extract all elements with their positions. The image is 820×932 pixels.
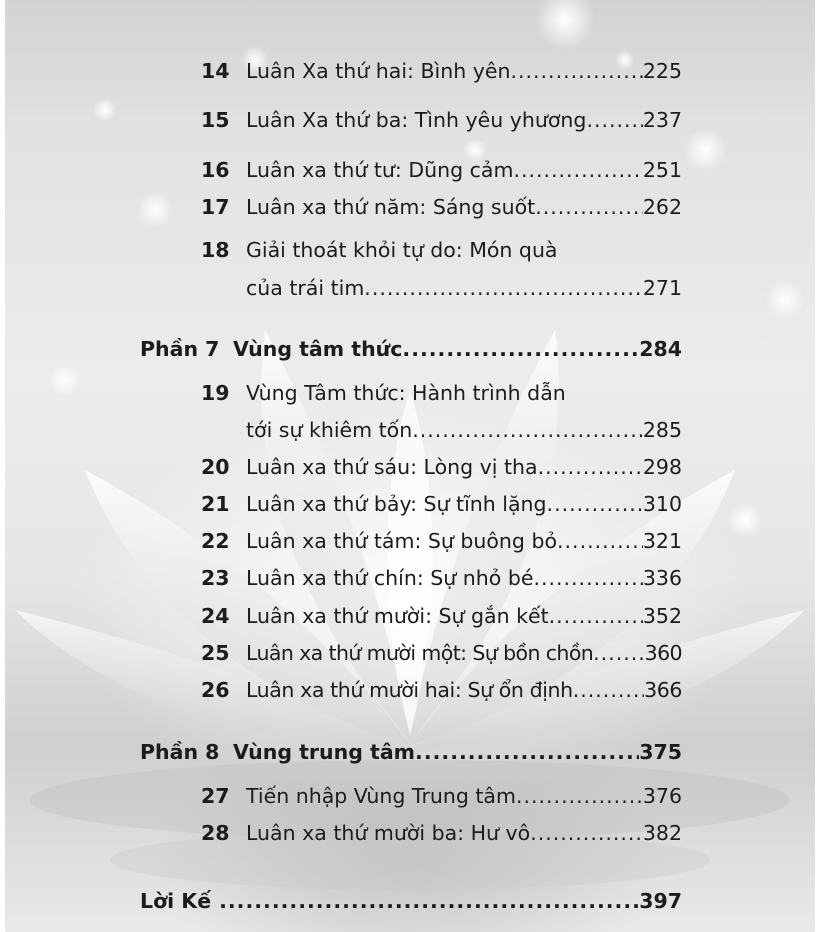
toc-page xyxy=(5,0,815,932)
chapter-number: 25 xyxy=(201,641,230,665)
chapter-number: 27 xyxy=(201,784,230,808)
chapter-number: 15 xyxy=(201,108,230,132)
page-number: 366 xyxy=(644,678,682,702)
chapter-number: 28 xyxy=(201,821,230,845)
chapter-number: 22 xyxy=(201,529,230,553)
page-number: 285 xyxy=(642,418,682,442)
dot-leader xyxy=(586,108,642,132)
chapter-title: Luân xa thứ mười hai: Sự ổn định xyxy=(246,678,573,702)
chapter-title: Luân xa thứ sáu: Lòng vị tha xyxy=(246,455,538,479)
page-number: 284 xyxy=(639,337,682,361)
dot-leader xyxy=(557,529,643,553)
part-heading xyxy=(140,337,682,361)
part-label: Phần 8 xyxy=(140,740,220,764)
page-number: 352 xyxy=(642,604,682,628)
dot-leader xyxy=(364,276,643,300)
epilogue-title: Lời Kế xyxy=(140,889,212,913)
dot-leader xyxy=(415,740,639,764)
chapter-number: 26 xyxy=(201,678,230,702)
chapter-title: Luân xa thứ bảy: Sự tĩnh lặng xyxy=(246,492,547,516)
chapter-title-line1: Giải thoát khỏi tự do: Món quà xyxy=(246,238,558,262)
chapter-title: Luân Xa thứ hai: Bình yên xyxy=(246,59,511,83)
chapter-title: Luân xa thứ tám: Sự buông bỏ xyxy=(246,529,558,553)
page-number: 360 xyxy=(644,641,682,665)
chapter-title: Luân xa thứ mười: Sự gắn kết xyxy=(246,604,549,628)
dot-leader xyxy=(573,678,644,702)
chapter-number: 20 xyxy=(201,455,230,479)
page-number: 262 xyxy=(642,195,682,219)
part-label: Phần 7 xyxy=(140,337,220,361)
dot-leader xyxy=(412,418,643,442)
dot-leader xyxy=(547,492,643,516)
epilogue-heading xyxy=(140,889,682,913)
chapter-number: 19 xyxy=(201,381,230,405)
dot-leader xyxy=(535,195,643,219)
dot-leader xyxy=(513,158,642,182)
dot-leader xyxy=(219,889,639,913)
page-number: 271 xyxy=(642,276,682,300)
dot-leader xyxy=(516,784,643,808)
chapter-number: 24 xyxy=(201,604,230,628)
chapter-title: Luân Xa thứ ba: Tình yêu yhương xyxy=(246,108,587,132)
chapter-number: 18 xyxy=(201,238,230,262)
page-number: 397 xyxy=(639,889,682,913)
page-number: 376 xyxy=(642,784,682,808)
chapter-number: 23 xyxy=(201,566,230,590)
page-number: 298 xyxy=(642,455,682,479)
chapter-number: 17 xyxy=(201,195,230,219)
page-number: 321 xyxy=(642,529,682,553)
chapter-title-line1: Vùng Tâm thức: Hành trình dẫn xyxy=(246,381,566,405)
chapter-number: 21 xyxy=(201,492,230,516)
dot-leader xyxy=(593,641,645,665)
part-heading xyxy=(140,740,682,764)
page-number: 225 xyxy=(642,59,682,83)
page-number: 310 xyxy=(642,492,682,516)
chapter-number: 14 xyxy=(201,59,230,83)
dot-leader xyxy=(533,566,642,590)
chapter-title-line2: của trái tim xyxy=(246,276,365,300)
page-number: 251 xyxy=(642,158,682,182)
dot-leader xyxy=(402,337,639,361)
page-number: 336 xyxy=(642,566,682,590)
chapter-title: Luân xa thứ chín: Sự nhỏ bé xyxy=(246,566,534,590)
chapter-number: 16 xyxy=(201,158,230,182)
dot-leader xyxy=(538,455,643,479)
dot-leader xyxy=(530,821,643,845)
dot-leader xyxy=(549,604,643,628)
part-title: Vùng trung tâm xyxy=(233,740,416,764)
part-title: Vùng tâm thức xyxy=(233,337,403,361)
page-number: 237 xyxy=(642,108,682,132)
chapter-title: Luân xa thứ năm: Sáng suốt xyxy=(246,195,536,219)
page-number: 375 xyxy=(639,740,682,764)
chapter-title: Luân xa thứ tư: Dũng cảm xyxy=(246,158,514,182)
chapter-title: Luân xa thứ mười ba: Hư vô xyxy=(246,821,531,845)
dot-leader xyxy=(510,59,642,83)
page-number: 382 xyxy=(642,821,682,845)
chapter-title: Tiến nhập Vùng Trung tâm xyxy=(246,784,516,808)
chapter-title: Luân xa thứ mười một: Sự bồn chồn xyxy=(246,641,594,665)
chapter-title-line2: tới sự khiêm tốn xyxy=(246,418,413,442)
